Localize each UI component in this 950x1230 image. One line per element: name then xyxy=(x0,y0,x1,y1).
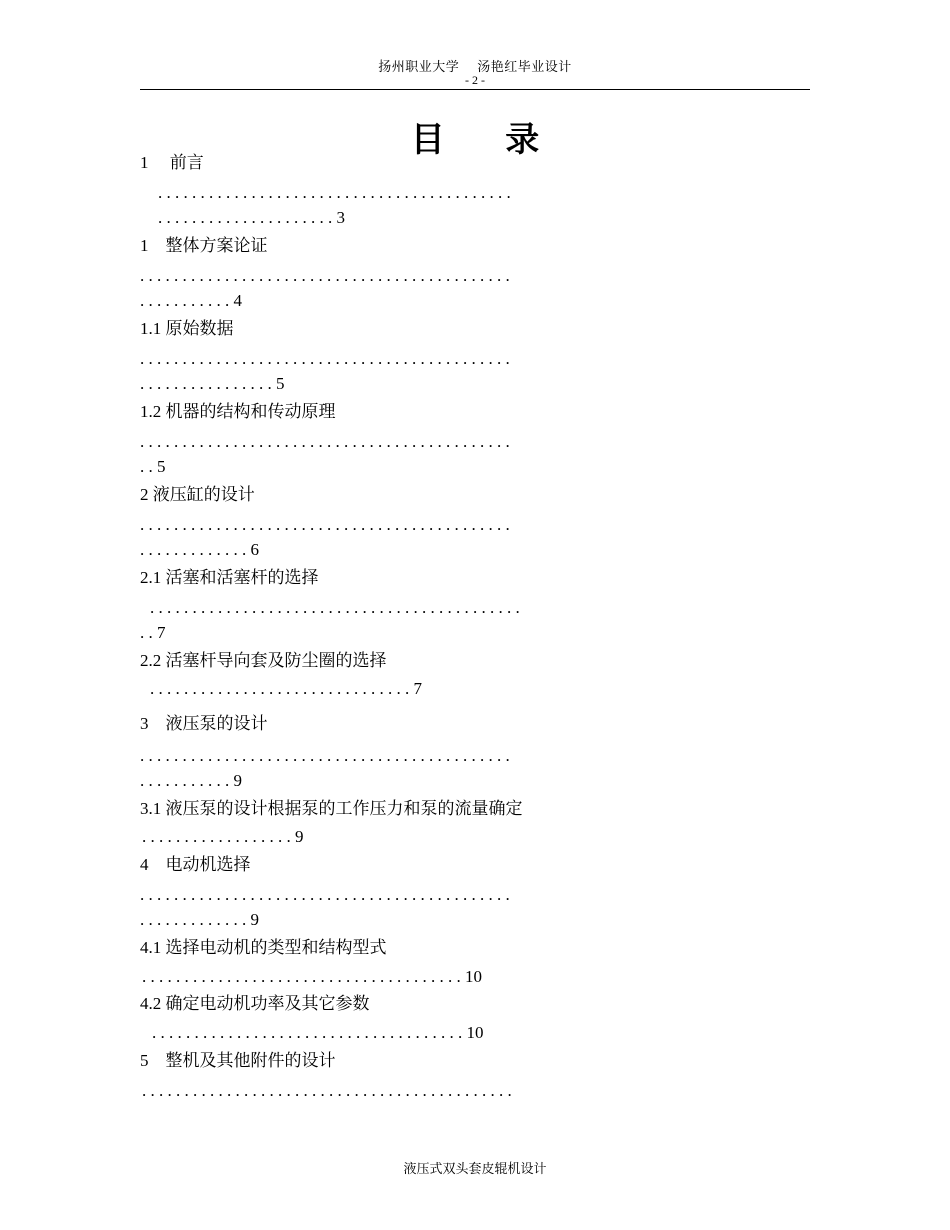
toc-title: 目 录 xyxy=(410,122,566,159)
toc-entry-heading: 5 整机及其他附件的设计 xyxy=(140,1051,336,1070)
toc-entry-leader-page: . . 7 xyxy=(140,623,166,642)
toc-entry-heading: 4 电动机选择 xyxy=(140,855,251,874)
toc-entry-heading: 4.1 选择电动机的类型和结构型式 xyxy=(140,938,387,957)
toc-entry-leader-page: . . 5 xyxy=(140,457,166,476)
header-author-design: 汤艳红毕业设计 xyxy=(477,59,572,74)
toc-entry-heading: 1 整体方案论证 xyxy=(140,236,268,255)
toc-entry-leader: . . . . . . . . . . . . . . . . . . . . . . . . . . . . . . . . . . . . . . . . . . . . xyxy=(140,266,510,285)
toc-entry-leader: . . . . . . . . . . . . . . . . . . . . . . . . . . . . . . . . . . . . . . . . . . . . xyxy=(150,598,520,617)
page-footer: 液压式双头套皮辊机设计 xyxy=(403,1161,547,1176)
toc-entry-heading: 3 液压泵的设计 xyxy=(140,714,268,733)
toc-entry-leader-page: . . . . . . . . . . . 9 xyxy=(140,771,242,790)
toc-entry-leader: . . . . . . . . . . . . . . . . . . . . . . . . . . . . . . . . . . . . . . . . . . . . xyxy=(140,885,510,904)
toc-entry-heading: 1.2 机器的结构和传动原理 xyxy=(140,402,336,421)
toc-entry-heading: 1.1 原始数据 xyxy=(140,319,234,338)
toc-entry-leader: . . . . . . . . . . . . . . . . . . . . . . . . . . . . . . . . . . . . . . . . . . . . xyxy=(140,349,510,368)
toc-entry-heading: 3.1 液压泵的设计根据泵的工作压力和泵的流量确定 xyxy=(140,799,523,818)
toc-entry-heading: 2.1 活塞和活塞杆的选择 xyxy=(140,568,319,587)
toc-entry-leader-page: . . . . . . . . . . . . . . . . . . . . . . . . . . . . . . . . . . . . . . 10 xyxy=(142,967,482,986)
toc-entry-heading: 4.2 确定电动机功率及其它参数 xyxy=(140,994,370,1013)
toc-entry-heading: 1 前言 xyxy=(140,153,204,172)
toc-entry-leader-page: . . . . . . . . . . . . . . . . 5 xyxy=(140,374,285,393)
header-rule xyxy=(140,89,810,90)
toc-entry-leader-page: . . . . . . . . . . . . . . . . . . 9 xyxy=(142,827,304,846)
toc-entry-leader-page: . . . . . . . . . . . . . . . . . . . . . . . . . . . . . . . 7 xyxy=(150,679,422,698)
toc-entry-heading: 2.2 活塞杆导向套及防尘圈的选择 xyxy=(140,651,387,670)
toc-entry-leader: . . . . . . . . . . . . . . . . . . . . . . . . . . . . . . . . . . . . . . . . . . . . xyxy=(140,432,510,451)
toc-entry-leader-page: . . . . . . . . . . . . . . . . . . . . . 3 xyxy=(158,208,345,227)
toc-entry-leader-page: . . . . . . . . . . . . . 6 xyxy=(140,540,259,559)
page-number: - 2 - xyxy=(465,73,485,87)
toc-entry-leader: . . . . . . . . . . . . . . . . . . . . . . . . . . . . . . . . . . . . . . . . . . . . xyxy=(140,746,510,765)
toc-entry-leader: . . . . . . . . . . . . . . . . . . . . . . . . . . . . . . . . . . . . . . . . . . xyxy=(158,183,511,202)
toc-entry-leader-page: . . . . . . . . . . . . . 9 xyxy=(140,910,259,929)
toc-entry-leader-page: . . . . . . . . . . . 4 xyxy=(140,291,242,310)
toc-entry-heading: 2 液压缸的设计 xyxy=(140,485,255,504)
toc-entry-leader-page: . . . . . . . . . . . . . . . . . . . . . . . . . . . . . . . . . . . . . 10 xyxy=(152,1023,484,1042)
toc-entry-leader: . . . . . . . . . . . . . . . . . . . . . . . . . . . . . . . . . . . . . . . . . . . . xyxy=(140,515,510,534)
toc-entry-leader: . . . . . . . . . . . . . . . . . . . . . . . . . . . . . . . . . . . . . . . . . . . . xyxy=(142,1081,512,1100)
header-school: 扬州职业大学 xyxy=(378,59,460,74)
